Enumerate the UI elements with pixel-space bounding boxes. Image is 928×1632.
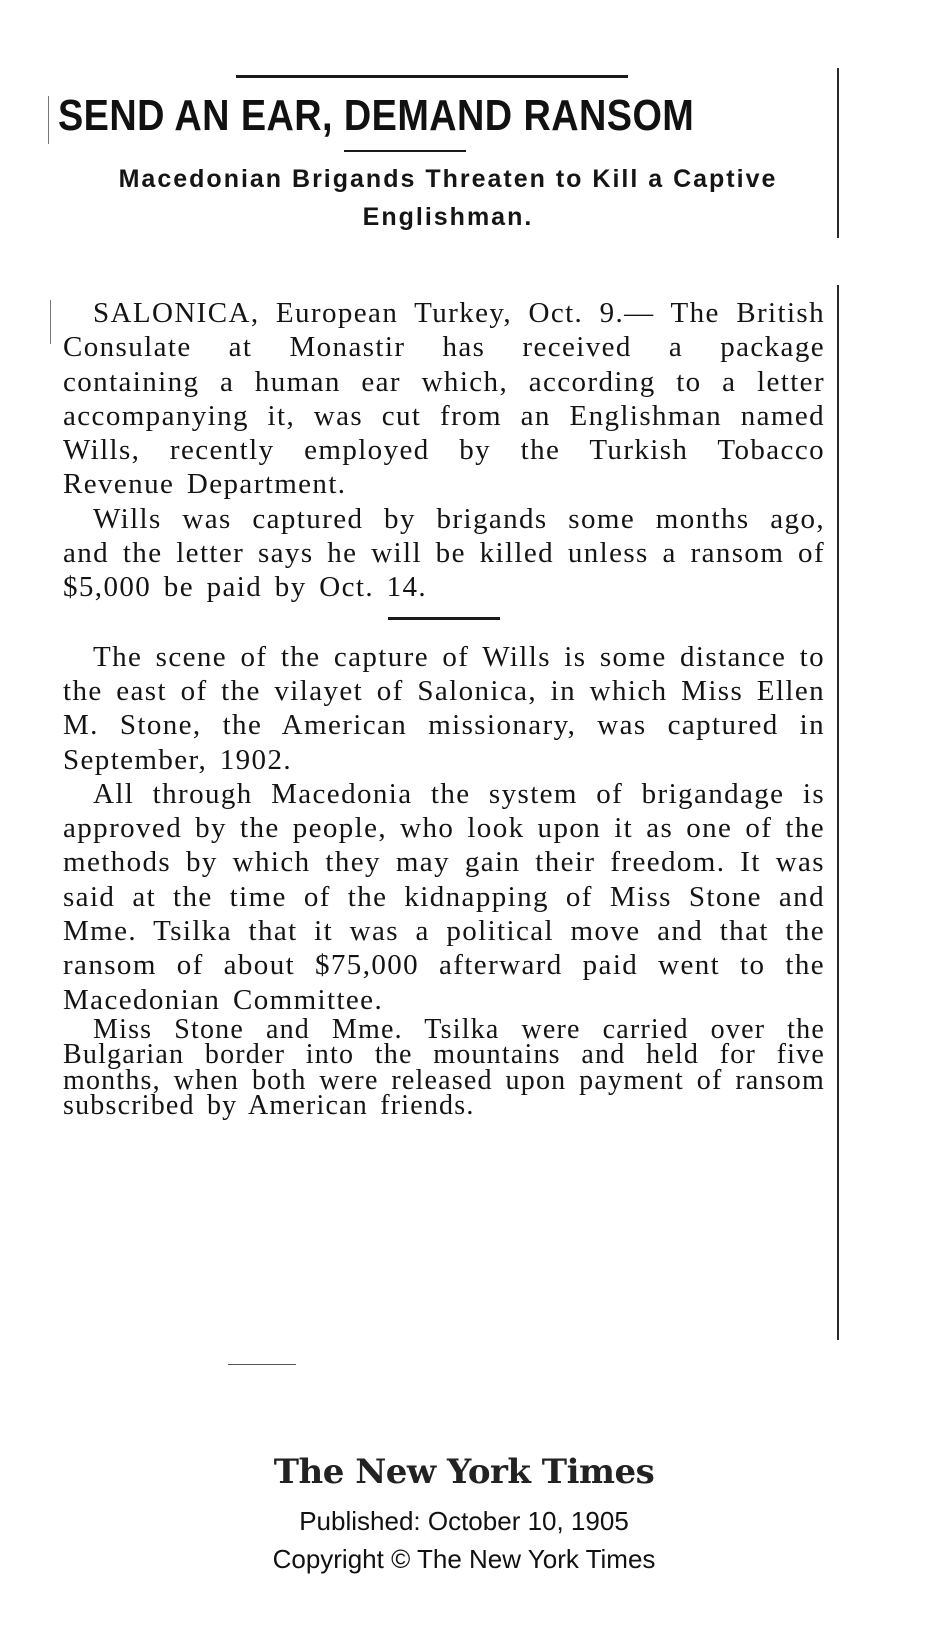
section-divider: [388, 617, 500, 620]
top-rule: [236, 75, 628, 78]
headline-rule: [344, 150, 466, 152]
published-date: Published: October 10, 1905: [299, 1506, 629, 1536]
end-mark: [228, 1364, 296, 1365]
footer: [0, 1430, 928, 1578]
header-right-border: [837, 68, 839, 238]
article-paragraph-5: Miss Stone and Mme. Tsilka were carried over the Bulgarian border into the mountains and held for five months, when both were released upon payment of ransom subscribed by American friends.: [63, 1013, 825, 1122]
article-paragraph-1: SALONICA, European Turkey, Oct. 9.— The British Consulate at Monastir has received a package containing a human ear which, according to a letter accompanying it, was cut from an Englishman named Wills, recently employed by the Turkish Tobacco Revenue Department.: [63, 297, 825, 501]
article-paragraph-4: All through Macedonia the system of brigandage is approved by the people, who look upon it as one of the methods by which they may gain their freedom. It was said at the time of the kidnapping of Miss Stone and Mme. Tsilka that it was a political move and that the ransom of about $75,000 afterward paid went to the Macedonian Committee.: [63, 777, 825, 1016]
nyt-masthead-logo: The New York Times: [273, 1452, 655, 1492]
article-paragraph-3: The scene of the capture of Wills is some distance to the east of the vilayet of Salonica, in which Miss Ellen M. Stone, the American missionary, was captured in September, 1902.: [63, 640, 825, 776]
article-paragraph-2: Wills was captured by brigands some months ago, and the letter says he will be killed unless a ransom of $5,000 be paid by Oct. 14.: [63, 502, 825, 604]
header-left-edge: [48, 96, 49, 144]
subheadline: Macedonian Brigands Threaten to Kill a Captive Englishman.: [118, 165, 778, 231]
body-right-border: [837, 285, 839, 1340]
headline: SEND AN EAR, DEMAND RANSOM: [58, 91, 695, 140]
article-body: [63, 296, 825, 1122]
body-left-edge: [50, 300, 51, 344]
copyright-notice: Copyright © The New York Times: [272, 1544, 656, 1574]
